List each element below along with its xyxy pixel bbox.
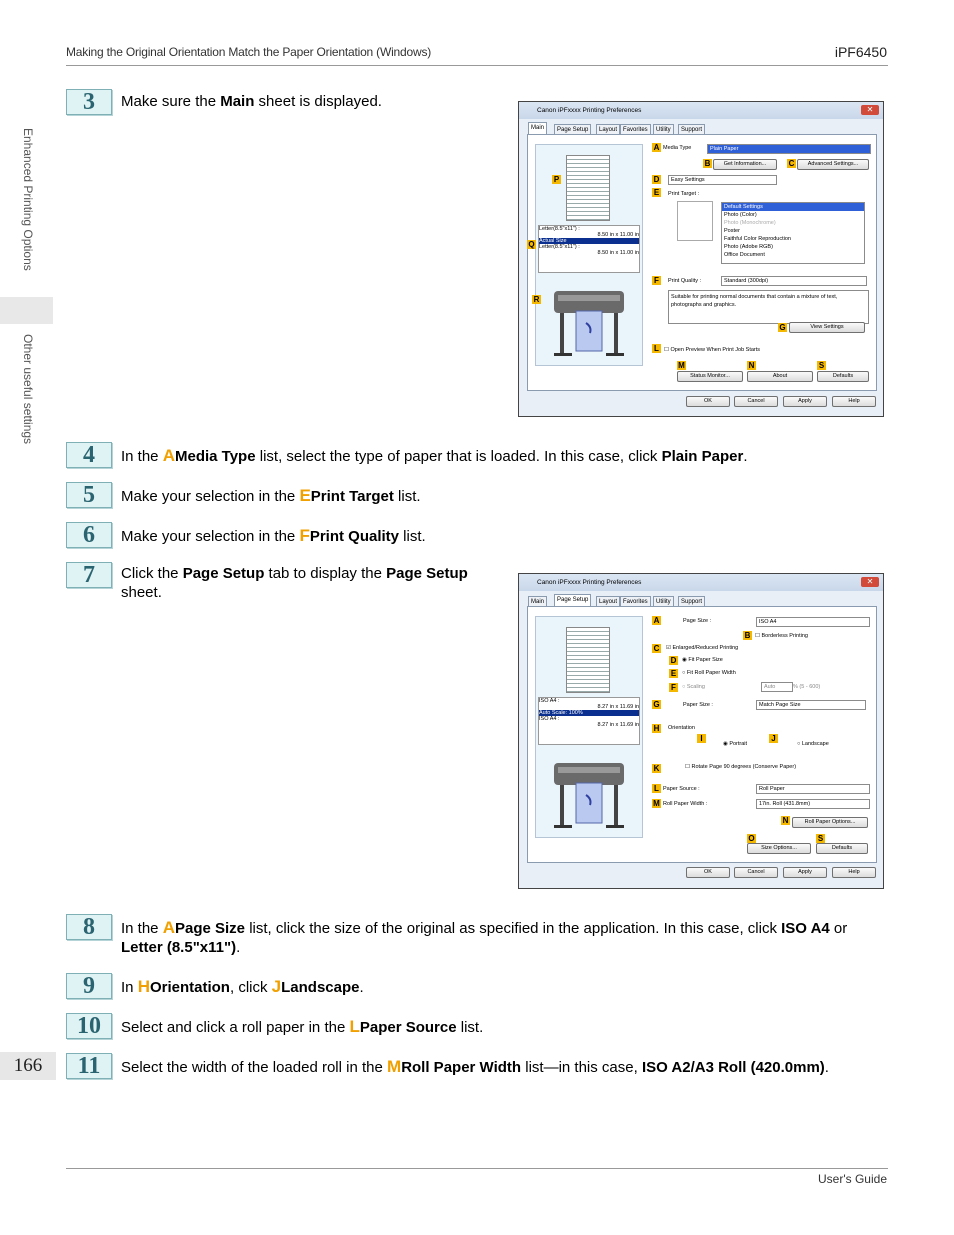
preview-sheet-icon [566, 627, 610, 693]
info-label: ISO A4 : [539, 698, 560, 704]
callout-p: P [553, 175, 560, 184]
info-label-2: ISO A4 : [539, 716, 560, 722]
print-target-list[interactable] [721, 202, 865, 264]
dialog-title-bar [519, 102, 883, 119]
tab-utility[interactable]: Utility [653, 596, 674, 607]
step-4-text: In the AMedia Type list, select the type of paper that is loaded. In this case, click Plain Paper. [121, 446, 748, 465]
info-value: 8.50 in x 11.00 in [597, 232, 639, 238]
callout-m: M [678, 361, 685, 370]
print-target-thumbnail [677, 201, 713, 241]
landscape-label: Landscape [801, 741, 829, 747]
callout-c: C [788, 159, 795, 168]
info-label-2: Letter(8.5"x11") : [539, 244, 580, 250]
callout-g: G [779, 323, 786, 332]
tab-main[interactable]: Main [528, 596, 547, 607]
rotate-label: Rotate Page 90 degrees (Conserve Paper) [691, 764, 797, 770]
print-target-label: Print Target : [668, 191, 700, 197]
scaling-radio[interactable]: ○ Scaling [682, 684, 705, 690]
scaling-range: % (5 - 600) [793, 684, 821, 690]
print-target-item[interactable]: Photo (Adobe RGB) [724, 244, 773, 250]
advanced-settings-button[interactable]: Advanced Settings... [797, 159, 869, 170]
defaults-button[interactable]: Defaults [816, 843, 868, 854]
status-monitor-button[interactable]: Status Monitor... [677, 371, 743, 382]
callout-s: S [818, 361, 825, 370]
apply-button[interactable]: Apply [783, 396, 827, 407]
callout-k: K [653, 764, 660, 773]
enlarged-label: Enlarged/Reduced Printing [672, 645, 739, 651]
fit-paper-label: Fit Paper Size [688, 657, 723, 663]
callout-c: C [653, 644, 660, 653]
page-size-select[interactable]: ISO A4 [756, 617, 870, 627]
tab-layout[interactable]: Layout [596, 596, 620, 607]
print-target-item[interactable]: Faithful Color Reproduction [724, 236, 791, 242]
info-value-2: 8.50 in x 11.00 in [597, 250, 639, 256]
info-scale: Actual Size [539, 238, 639, 244]
print-preview-area [535, 616, 643, 838]
open-preview-checkbox[interactable]: ☐ Open Preview When Print Job Starts [664, 347, 761, 353]
paper-source-label: Paper Source : [663, 786, 700, 792]
tab-utility[interactable]: Utility [653, 124, 674, 135]
print-target-item[interactable]: Poster [724, 228, 740, 234]
callout-f: F [669, 683, 678, 692]
step-number-5: 5 [66, 482, 112, 508]
step-3-text: Make sure the Main sheet is displayed. [121, 93, 382, 110]
dialog-title: Canon iPFxxxx Printing Preferences [537, 579, 642, 586]
step-number-4: 4 [66, 442, 112, 468]
print-target-item[interactable]: Photo (Color) [724, 212, 757, 218]
print-quality-select[interactable]: Standard (300dpi) [721, 276, 867, 286]
apply-button[interactable]: Apply [783, 867, 827, 878]
header-title: Making the Original Orientation Match the Paper Orientation (Windows) [66, 45, 432, 59]
media-type-label: Media Type [663, 145, 692, 151]
callout-s: S [817, 834, 824, 843]
callout-d: D [670, 656, 677, 665]
portrait-label: Portrait [729, 741, 748, 747]
callout-a: A [653, 616, 660, 625]
footer-guide: User's Guide [818, 1172, 887, 1186]
open-preview-label: Open Preview When Print Job Starts [670, 347, 761, 353]
enlarged-checkbox[interactable]: ☑ Enlarged/Reduced Printing [666, 645, 739, 651]
callout-l: L [652, 784, 661, 793]
print-target-item[interactable]: Office Document [724, 252, 765, 258]
callout-e: E [670, 669, 677, 678]
rotate-checkbox[interactable]: ☐ Rotate Page 90 degrees (Conserve Paper) [685, 764, 797, 770]
fit-roll-radio[interactable]: ○ Fit Roll Paper Width [682, 670, 736, 676]
media-type-select[interactable]: Plain Paper [707, 144, 871, 154]
tab-layout[interactable]: Layout [596, 124, 620, 135]
about-button[interactable]: About [747, 371, 813, 382]
defaults-button[interactable]: Defaults [817, 371, 869, 382]
paper-info-box [538, 697, 640, 745]
print-target-description: Suitable for printing normal documents that contain a mixture of text, photographs and graphics. [668, 290, 869, 324]
callout-m: M [653, 799, 660, 808]
printing-preferences-main-screenshot [518, 101, 884, 417]
roll-width-label: Roll Paper Width : [663, 801, 708, 807]
borderless-label: Borderless Printing [761, 633, 808, 639]
callout-h: H [653, 724, 660, 733]
callout-b: B [704, 159, 711, 168]
page-size-label: Page Size : [683, 618, 712, 624]
header-model: iPF6450 [834, 44, 887, 60]
print-target-item[interactable]: Photo (Monochrome) [724, 220, 776, 226]
ok-button[interactable]: OK [686, 396, 730, 407]
info-scale: Auto Scale: 100% [539, 710, 639, 716]
help-button[interactable]: Help [832, 867, 876, 878]
callout-j: J [769, 734, 778, 743]
cancel-button[interactable]: Cancel [734, 867, 778, 878]
step-10-text: Select and click a roll paper in the LPaper Source list. [121, 1017, 484, 1036]
callout-n: N [748, 361, 755, 370]
step-number-7: 7 [66, 562, 112, 588]
tab-support[interactable]: Support [678, 596, 705, 607]
help-button[interactable]: Help [832, 396, 876, 407]
scaling-label: Scaling [686, 684, 705, 690]
roll-width-select[interactable]: 17in. Roll (431.8mm) [756, 799, 870, 809]
paper-info-box [538, 225, 640, 273]
step-number-3: 3 [66, 89, 112, 115]
step-7-text: Click the Page Setup tab to display the Page Setup sheet. [121, 565, 468, 601]
header-divider [66, 65, 888, 66]
borderless-checkbox[interactable]: ☐ Borderless Printing [755, 633, 808, 639]
printing-preferences-page-setup-screenshot [518, 573, 884, 889]
cancel-button[interactable]: Cancel [734, 396, 778, 407]
tab-page-setup[interactable]: Page Setup [554, 124, 591, 135]
paper-source-select[interactable]: Roll Paper [756, 784, 870, 794]
step-number-6: 6 [66, 522, 112, 548]
printer-icon [550, 753, 628, 835]
sidebar-subsection: Other useful settings [21, 334, 35, 445]
step-9-text: In HOrientation, click JLandscape. [121, 977, 364, 996]
info-label: Letter(8.5"x11") : [539, 226, 580, 232]
paper-size-label: Paper Size : [683, 702, 713, 708]
step-number-11: 11 [66, 1053, 112, 1079]
print-quality-label: Print Quality : [668, 278, 702, 284]
sidebar-tab-marker [0, 297, 53, 324]
callout-f: F [652, 276, 661, 285]
info-value: 8.27 in x 11.69 in [597, 704, 639, 710]
portrait-radio[interactable]: ◉ Portrait [723, 741, 748, 747]
callout-g: G [653, 700, 660, 709]
close-icon[interactable]: ✕ [861, 105, 879, 115]
callout-d: D [653, 175, 660, 184]
step-11-text: Select the width of the loaded roll in the MRoll Paper Width list—in this case, ISO A2/A3 Roll (420.0mm). [121, 1057, 829, 1076]
step-8-text: In the APage Size list, click the size of the original as specified in the application. In this case, click ISO A4 or Letter (8.5"x11"). [121, 918, 848, 956]
fit-roll-label: Fit Roll Paper Width [686, 670, 736, 676]
fit-paper-radio[interactable]: ◉ Fit Paper Size [682, 657, 723, 663]
paper-size-select[interactable]: Match Page Size [756, 700, 866, 710]
tab-favorites[interactable]: Favorites [620, 124, 651, 135]
step-number-10: 10 [66, 1013, 112, 1039]
footer-divider [66, 1168, 888, 1169]
callout-l: L [652, 344, 661, 353]
dialog-title: Canon iPFxxxx Printing Preferences [537, 107, 642, 114]
sidebar-section: Enhanced Printing Options [21, 128, 35, 271]
info-value-2: 8.27 in x 11.69 in [597, 722, 639, 728]
step-number-8: 8 [66, 914, 112, 940]
preview-sheet-icon [566, 155, 610, 221]
settings-mode-select[interactable]: Easy Settings [668, 175, 777, 185]
get-information-button[interactable]: Get Information... [713, 159, 777, 170]
page-number: 166 [0, 1052, 56, 1080]
orientation-label: Orientation [668, 725, 695, 731]
ok-button[interactable]: OK [686, 867, 730, 878]
dialog-title-bar [519, 574, 883, 591]
callout-q: Q [528, 240, 535, 249]
callout-b: B [744, 631, 751, 640]
callout-i: I [697, 734, 706, 743]
callout-o: O [748, 834, 755, 843]
print-target-item[interactable]: Default Settings [722, 203, 864, 211]
tab-support[interactable]: Support [678, 124, 705, 135]
size-options-button[interactable]: Size Options... [747, 843, 811, 854]
callout-n: N [782, 816, 789, 825]
view-settings-button[interactable]: View Settings [789, 322, 865, 333]
callout-a: A [653, 143, 660, 152]
printer-icon [550, 281, 628, 363]
step-number-9: 9 [66, 973, 112, 999]
landscape-radio[interactable]: ○ Landscape [797, 741, 829, 747]
step-6-text: Make your selection in the FPrint Quality list. [121, 526, 426, 545]
tab-page-setup[interactable]: Page Setup [554, 594, 591, 607]
scaling-input[interactable]: Auto [761, 682, 793, 692]
callout-r: R [533, 295, 540, 304]
tab-main[interactable]: Main [528, 122, 547, 135]
callout-e: E [653, 188, 660, 197]
roll-paper-options-button[interactable]: Roll Paper Options... [792, 817, 868, 828]
step-5-text: Make your selection in the EPrint Target list. [121, 486, 421, 505]
tab-favorites[interactable]: Favorites [620, 596, 651, 607]
close-icon[interactable]: ✕ [861, 577, 879, 587]
